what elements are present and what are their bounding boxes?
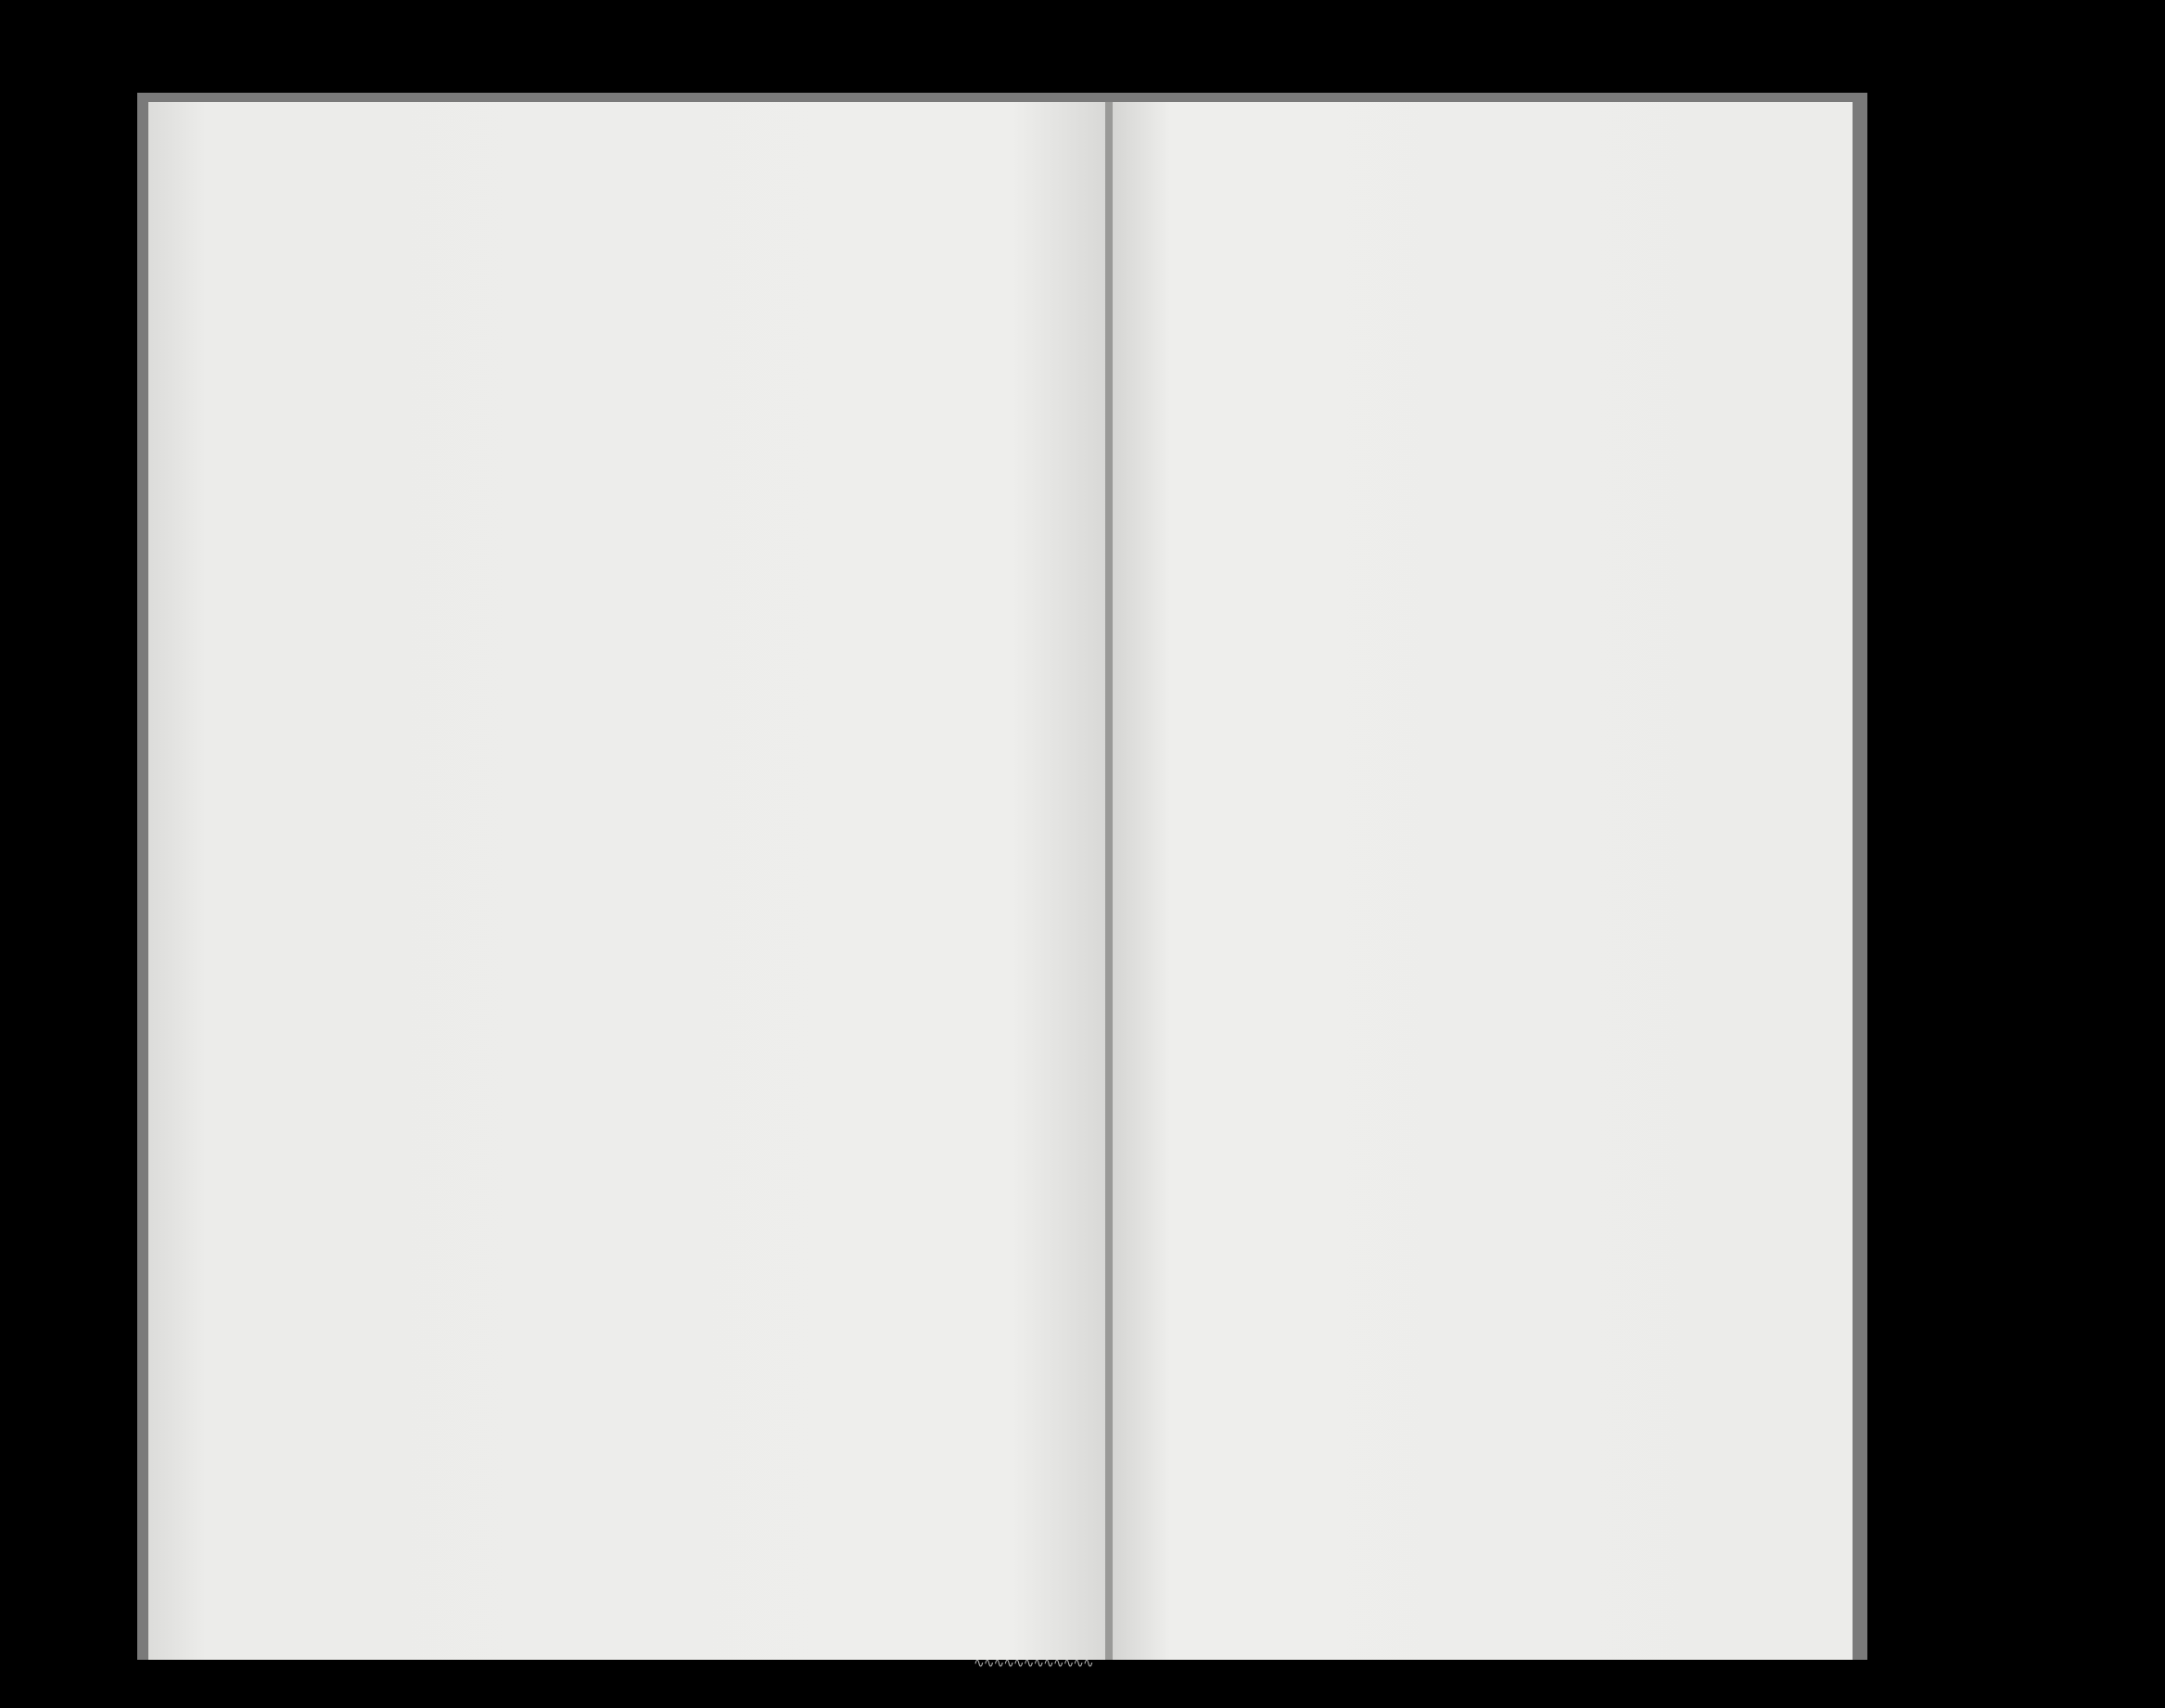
book-spine [1105, 102, 1113, 1660]
page-stamp: ∿∿∿∿∿∿∿∿∿∿∿∿ [974, 1656, 1093, 1671]
right-page [1111, 102, 1853, 1660]
left-page [148, 102, 1108, 1660]
